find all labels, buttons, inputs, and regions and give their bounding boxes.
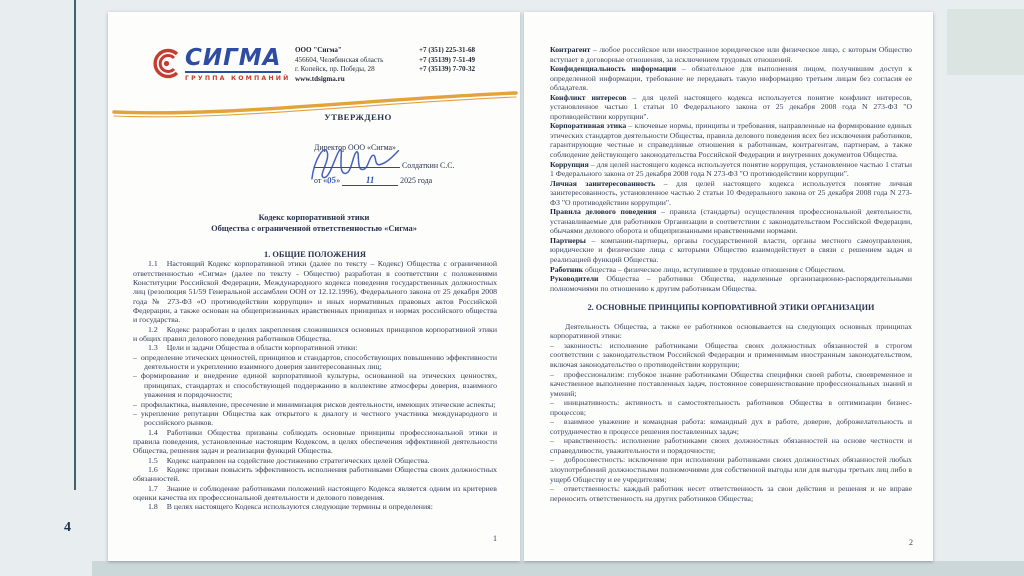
principle-text: нравственность: исполнение работниками своих должностных обязанностей на основе честности и справедливости, уважительности и порядочности; xyxy=(550,436,912,455)
definition-term: Правила делового поведения xyxy=(550,207,657,217)
slide-number: 4 xyxy=(64,520,71,535)
paragraph-number: 1.6 xyxy=(148,464,158,474)
definition-term: Работник xyxy=(550,264,584,274)
sigma-logo xyxy=(150,46,291,85)
company-name: ООО "Сигма" xyxy=(295,46,342,54)
phone-number: +7 (35139) 7-70-32 xyxy=(419,65,476,74)
paragraph-text: В целях настоящего Кодекса используются следующие термины и определения: xyxy=(166,502,433,512)
code-bullet xyxy=(133,400,497,409)
document-title-line1: Кодекс корпоративной этики xyxy=(258,213,370,222)
bottom-decor-strip xyxy=(92,561,1024,576)
paragraph-number: 1.2 xyxy=(148,324,158,334)
code-paragraph xyxy=(133,456,497,465)
definition-text: – для целей настоящего кодекса используется понятие личная заинтересованность, установленное частью 2 статьи 10 Федерального закона от 25 декабря 2008 года N 273-ФЗ "О противодействии коррупции". xyxy=(550,178,912,207)
definition-term: Руководители xyxy=(550,274,599,284)
definition-text: – обязательное для выполнения лицом, получившим доступ к определенной информации, требование не передавать такую информацию третьим лицам без согласия ее обладателя. xyxy=(550,64,913,93)
director-name: Солдаткин С.С. xyxy=(401,161,455,170)
principle-item xyxy=(550,370,912,399)
document-title xyxy=(108,212,520,234)
phone-list xyxy=(419,46,514,75)
principle-text: профессионализм: глубокое знание работниками Общества специфики своей работы, своевременное и качественное выполнение поставленных задач, постоянное совершенствование профессиональных знаний и умений; xyxy=(550,369,912,398)
definition-item xyxy=(550,45,912,64)
definition-term: Конфиденциальность информации xyxy=(550,64,677,74)
definition-text: – компании-партнеры, органы государственной власти, органы местного самоуправления, юридические и физические лица с которыми Общество взаимодействует в связи с решением задач и реализацией функций Общества. xyxy=(550,235,912,265)
principle-text: ответственность: каждый работник несет ответственность за свои действия и решения и не вправе переносить ответственность на других работников Общества; xyxy=(550,484,912,503)
code-paragraph xyxy=(133,428,497,456)
company-address-line1: 456604, Челябинская область xyxy=(295,55,384,64)
approval-date: от «05» 11 2025 года xyxy=(314,174,433,186)
code-paragraph xyxy=(133,484,497,503)
paragraph-number: 1.5 xyxy=(148,455,158,465)
principle-item xyxy=(550,455,912,484)
principle-text: законность: исполнение работниками Общества своих должностных обязанностей в строгом соответствии с законодательством Российской Федерации и применимым иностранным законодательством, включая законодательство о противодействии коррупции; xyxy=(550,340,912,369)
paragraph-number: 1.8 xyxy=(148,502,158,512)
bullet-dash: – xyxy=(550,484,554,494)
handwritten-month: 11 xyxy=(365,175,375,185)
section-1-paragraphs xyxy=(133,259,497,511)
principle-text: взаимное уважение и командная работа: командный дух в работе, доверие, доброжелательность и сотрудничество в процессе решения поставленных задач; xyxy=(550,417,912,436)
code-paragraph xyxy=(133,343,497,352)
principle-item xyxy=(550,341,912,370)
vertical-accent-line xyxy=(74,0,76,490)
paragraph-text: Знание и соблюдение работниками положений настоящего Кодекса является одним из критериев оценки качества их профессиональной деятельности и делового поведения. xyxy=(133,483,497,502)
definition-item xyxy=(550,236,912,265)
company-website: www.tdsigma.ru xyxy=(295,74,345,83)
paragraph-number: 1.1 xyxy=(148,259,158,269)
bullet-dash: – xyxy=(550,340,554,350)
paragraph-number: 1.3 xyxy=(148,343,158,353)
definition-text: общества – физическое лицо, вступившее в трудовые отношения с Обществом. xyxy=(583,264,846,274)
definition-term: Корпоративная этика xyxy=(550,121,627,131)
general-provisions-section xyxy=(133,250,497,512)
definition-item xyxy=(550,274,912,293)
handwritten-day: 05 xyxy=(326,174,337,186)
principle-item xyxy=(550,436,912,455)
code-bullet xyxy=(133,353,497,372)
bullet-dash: – xyxy=(133,371,137,381)
principles-list xyxy=(550,341,912,503)
definitions-list xyxy=(550,45,912,293)
definition-term: Контрагент xyxy=(550,45,591,54)
section-1-heading: 1. ОБЩИЕ ПОЛОЖЕНИЯ xyxy=(264,250,366,259)
section-2-heading: 2. ОСНОВНЫЕ ПРИНЦИПЫ КОРПОРАТИВНОЙ ЭТИКИ ОРГАНИЗАЦИИ xyxy=(587,303,875,313)
paragraph-number: 1.4 xyxy=(148,427,158,437)
page-number: 1 xyxy=(493,534,497,543)
bullet-dash: – xyxy=(550,417,554,427)
definition-item xyxy=(550,93,912,122)
definition-term: Коррупция xyxy=(550,159,589,169)
definition-term: Личная заинтересованность xyxy=(550,178,656,188)
director-title: Директор ООО «Сигма» xyxy=(314,143,397,152)
definition-item xyxy=(550,207,912,236)
logo-tagline: ГРУППА КОМПАНИЙ xyxy=(185,75,291,82)
paragraph-text: Кодекс призван повысить эффективность исполнения работниками Общества своих должностных обязанностей. xyxy=(133,464,497,484)
sigma-swirl-icon xyxy=(150,46,182,85)
definition-item xyxy=(550,265,912,275)
brand-name: СИГМА xyxy=(185,45,282,71)
paragraph-number: 1.7 xyxy=(148,483,158,493)
principle-item xyxy=(550,398,912,417)
phone-number: +7 (35139) 7-51-49 xyxy=(419,55,476,64)
bullet-dash: – xyxy=(550,369,554,379)
definition-text: – правила (стандарты) осуществления профессиональной деятельности, устанавливаемые для работников Организации в соответствии с законодательством Российской Федерации, обычаями делового оборота и общепризнанными нравственными нормами. xyxy=(550,207,912,236)
bullet-dash: – xyxy=(550,398,554,408)
principle-item xyxy=(550,484,912,503)
bullet-dash: – xyxy=(133,352,137,362)
definition-text: – любое российское или иностранное юридическое или физическое лицо, с которым Общество вступает в договорные отношения, за исключением трудовых отношений. xyxy=(550,45,912,64)
principle-item xyxy=(550,417,912,436)
code-paragraph xyxy=(133,502,497,511)
code-paragraph xyxy=(133,325,497,344)
code-bullet xyxy=(133,371,497,399)
approval-year: 2025 года xyxy=(400,176,433,185)
definition-text: Общества – работники Общества, наделенные организационно-распорядительными полномочиями по отношению к другим работникам Общества. xyxy=(550,274,912,293)
paragraph-text: Кодекс направлен на содействие достижению стратегических целей Общества. xyxy=(166,455,430,465)
code-paragraph xyxy=(133,465,497,484)
definition-item xyxy=(550,64,912,93)
company-address-block xyxy=(295,46,413,84)
paragraph-text: Работники Общества призваны соблюдать основные принципы профессиональной этики и правила поведения, установленные настоящим Кодексом, в целях обеспечения эффективной деятельности Общества, решения задач и реализации функций Общества. xyxy=(133,427,497,456)
document-page-1 xyxy=(108,12,520,561)
code-bullet xyxy=(133,409,497,428)
definition-item xyxy=(550,160,912,179)
document-title-line2: Общества с ограниченной ответственностью «Сигма» xyxy=(211,224,417,233)
company-address-line2: г. Копейск, пр. Победы, 28 xyxy=(295,65,375,74)
definition-item xyxy=(550,179,912,208)
phone-number: +7 (351) 225-31-68 xyxy=(419,46,476,54)
corner-decor-rect xyxy=(947,9,1024,75)
bullet-text: профилактика, выявление, пресечение и минимизация рисков деятельности, имеющих этические аспекты; xyxy=(140,399,496,409)
paragraph-text: Настоящий Кодекс корпоративной этики (далее по тексту – Кодекс) Общества с ограниченной ответственностью «Сигма» (далее по тексту - Общество) разработан в соответствии с положениями Конституции Российской Федерации, Международного кодекса поведения государственных должностных лиц (резолюция 51/59 Генеральной ассамблеи ООН от 12.12.1996), Федерального закона от 25 декабря 2008 года № 273-ФЗ «О противодействии коррупции» и иных нормативных правовых актов Российской Федерации, а также основан на общепризнанных нравственных принципах и нормах российского общества и государства. xyxy=(133,259,497,325)
code-paragraph xyxy=(133,259,497,324)
paragraph-text: Кодекс разработан в целях закрепления сложившихся основных принципов корпоративной этики и общих правил делового поведения работников Общества. xyxy=(133,324,497,344)
bullet-dash: – xyxy=(133,408,137,418)
definition-item xyxy=(550,121,912,159)
definition-text: – для целей настоящего кодекса используется понятие конфликт интересов, установленное частью 1 статьи 10 Федерального закона от 25 декабря 2008 года N 273-ФЗ "О противодействии коррупции". xyxy=(550,92,912,121)
definition-term: Партнеры xyxy=(550,235,586,245)
bullet-dash: – xyxy=(550,455,554,465)
bullet-text: формирование и внедрение единой корпоративной культуры, основанной на этических ценностях, принципах, стандартах и способствующей поддержанию в коллективе атмосферы доверия, взаимного уважения и порядочности; xyxy=(140,371,497,400)
principle-text: добросовестность: исключение при исполнении работниками своих должностных обязанностей любых злоупотреблений должностными полномочиями для собственной выгоды или для выгоды третьих лиц либо в ущерб Обществу и ее учредителям; xyxy=(550,455,912,484)
principle-text: инициативность: активность и самостоятельность работников Общества в оптимизации бизнес-процессов; xyxy=(550,398,912,417)
definition-text: – для целей настоящего кодекса используется понятие коррупция, установленное частью 1 статьи 1 Федерального закона от 25 декабря 2008 года N 273-ФЗ "О противодействии коррупции". xyxy=(550,159,912,179)
paragraph-text: Цели и задачи Общества в области корпоративной этики: xyxy=(166,343,358,353)
document-page-2 xyxy=(524,12,933,561)
principles-intro: Деятельность Общества, а также ее работников основывается на следующих основных принципах корпоративной этики: xyxy=(550,321,912,341)
definition-term: Конфликт интересов xyxy=(550,92,627,102)
bullet-dash: – xyxy=(133,399,137,409)
page-number: 2 xyxy=(909,538,913,547)
bullet-text: определение этических ценностей, принципов и стандартов, способствующих повышению эффективности деятельности и укреплению взаимного доверия заинтересованных лиц; xyxy=(140,352,497,372)
bullet-text: укрепление репутации Общества как открытого к диалогу и честного участника международного и российского рынков. xyxy=(140,408,497,428)
approval-block xyxy=(314,143,504,186)
bullet-dash: – xyxy=(550,436,554,446)
definition-text: – ключевые нормы, принципы и требования, направленные на формирование единых этических стандартов деятельности Общества, правила делового поведения всех без исключения работников, гарантирующие честные и справедливые отношения к работникам, контрагентам, партнерам, а также соблюдение действующего законодательства Российской Федерации и внутренних документов Общества. xyxy=(550,121,912,160)
approved-stamp: УТВЕРЖДЕНО xyxy=(324,112,392,122)
